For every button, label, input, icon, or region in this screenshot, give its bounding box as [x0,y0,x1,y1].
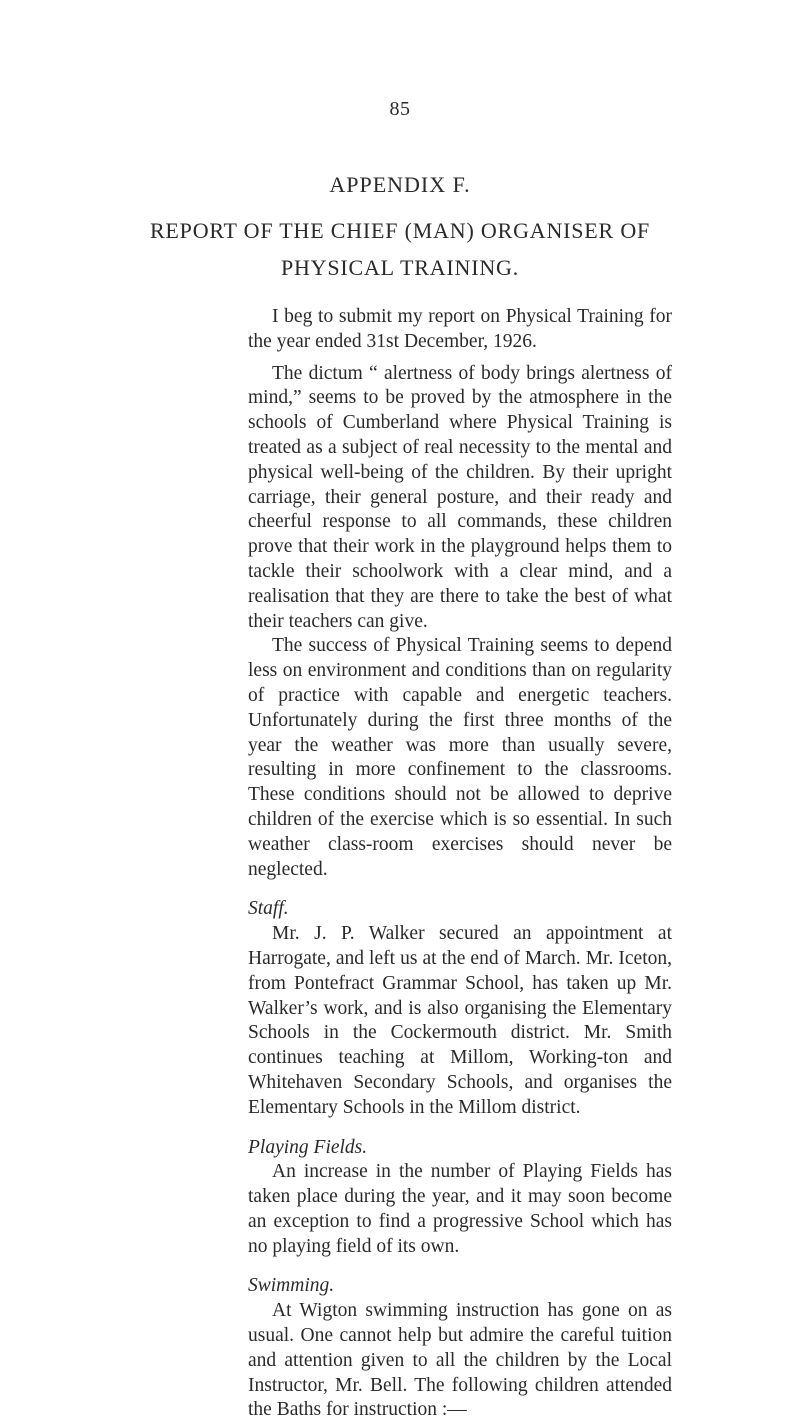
playing-fields-heading: Playing Fields. [248,1136,368,1158]
appendix-title: APPENDIX F. [329,172,471,197]
intro-paragraph: I beg to submit my report on Physical Training for the year ended 31st December, 1926. [248,306,672,352]
success-paragraph: The success of Physical Training seems to depend less on environment and conditions than on regularity of practice with capable and energetic teachers. Unfortunately during the first three months of the year the weather was more than usually severe, resulting in more confinement to the classrooms. These conditions should not be allowed to deprive children of the exercise which is so essential. In such weather class-room exercises should never be neglected. [248,635,672,880]
staff-heading: Staff. [248,898,289,920]
playing-fields-section [248,1136,672,1260]
page-number: 85 [389,98,411,120]
swimming-paragraph: At Wigton swimming instruction has gone on as usual. One cannot help but admire the careful tuition and attention given to all the children by the Local Instructor, Mr. Bell. The following children attended the Baths for instruction :— [248,1300,672,1421]
staff-section [248,897,672,1120]
report-title: REPORT OF THE CHIEF (MAN) ORGANISER OF PHYSICAL TRAINING. [149,218,651,280]
dictum-paragraph: The dictum “ alertness of body brings alertness of mind,” seems to be proved by the atmosphere in the schools of Cumberland where Physical Training is treated as a subject of real necessity to the mental and physical well-being of the children. By their upright carriage, their general posture, and their ready and cheerful response to all commands, these children prove that their work in the playground helps them to tackle their schoolwork with a clear mind, and a realisation that they are there to take the best of what their teachers can give. [248,362,672,632]
playing-fields-paragraph: An increase in the number of Playing Fields has taken place during the year, and it may soon become an exception to find a progressive School which has no playing field of its own. [248,1161,672,1257]
swimming-heading: Swimming. [248,1275,335,1297]
report-body [248,305,672,1423]
swimming-section [248,1274,672,1423]
staff-paragraph: Mr. J. P. Walker secured an appointment at Harrogate, and left us at the end of March. Mr. Iceton, from Pontefract Grammar School, has taken up Mr. Walker’s work, and is also organising the Elementary Schools in the Cockermouth district. Mr. Smith continues teaching at Millom, Working-ton and Whitehaven Secondary Schools, and organises the Elementary Schools in the Millom district. [248,923,672,1118]
